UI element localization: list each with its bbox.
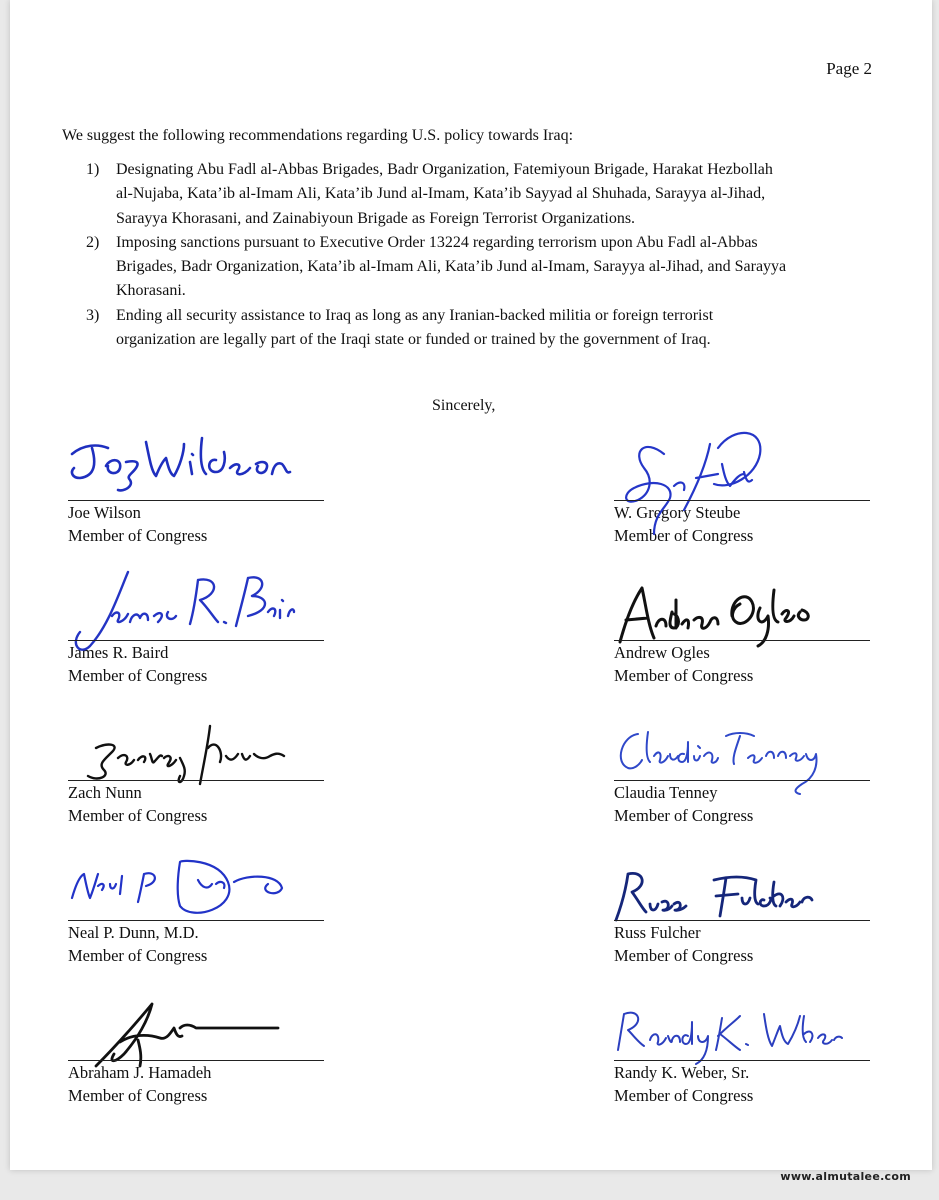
- closing-salutation: Sincerely,: [432, 397, 496, 414]
- signatory-name: Zach Nunn: [68, 783, 142, 802]
- signature-stroke: [72, 861, 282, 913]
- signatory-title: Member of Congress: [68, 665, 208, 685]
- signature-stroke: [620, 588, 808, 646]
- signatory-block: [68, 782, 328, 827]
- signatory-name: W. Gregory Steube: [614, 503, 741, 522]
- signatory-block: [68, 502, 328, 547]
- signatory-name: Randy K. Weber, Sr.: [614, 1063, 750, 1082]
- recommendations-list: [62, 158, 882, 352]
- signatory-name: Abraham J. Hamadeh: [68, 1063, 212, 1082]
- signature-line: [614, 1060, 870, 1061]
- recommendation-number: 3): [86, 306, 100, 324]
- signatory-block: [68, 922, 328, 967]
- recommendation-line: Sarayya Khorasani, and Zainabiyoun Brigade as Foreign Terrorist Organizations.: [116, 209, 636, 227]
- recommendation-item: [62, 158, 882, 231]
- letter-page: [10, 0, 932, 1170]
- recommendation-number: 2): [86, 233, 100, 251]
- signatory-title: Member of Congress: [614, 665, 754, 685]
- page-number: Page 2: [826, 59, 872, 78]
- signature-image: [66, 432, 296, 502]
- signatory-name: Joe Wilson: [68, 503, 141, 522]
- signatory-title: Member of Congress: [68, 805, 208, 825]
- signature-stroke: [76, 572, 294, 650]
- signatory-name: Claudia Tenney: [614, 783, 718, 802]
- signatory-block: [68, 642, 328, 687]
- signatory-title: Member of Congress: [614, 1085, 754, 1105]
- signatory-title: Member of Congress: [614, 525, 754, 545]
- site-watermark: www.almutalee.com: [780, 1170, 911, 1183]
- signature-line: [614, 500, 870, 501]
- recommendation-line: Designating Abu Fadl al-Abbas Brigades, Badr Organization, Fatemiyoun Brigade, Harakat Hezbollah: [116, 161, 773, 178]
- intro-paragraph: We suggest the following recommendations regarding U.S. policy towards Iraq:: [62, 127, 574, 144]
- signatory-title: Member of Congress: [68, 1085, 208, 1105]
- signature-line: [68, 1060, 324, 1061]
- signature-line: [68, 500, 324, 501]
- signatory-block: [614, 922, 874, 967]
- recommendation-line: Imposing sanctions pursuant to Executive Order 13224 regarding terrorism upon Abu Fadl al-Abbas: [116, 233, 758, 251]
- recommendation-item: [62, 304, 882, 353]
- signatory-block: [68, 1062, 328, 1107]
- signature-stroke: [618, 1013, 842, 1064]
- signature-line: [614, 640, 870, 641]
- signatory-title: Member of Congress: [68, 525, 208, 545]
- signatory-title: Member of Congress: [614, 805, 754, 825]
- recommendation-number: 1): [86, 161, 100, 178]
- signatory-name: James R. Baird: [68, 643, 169, 662]
- signature-line: [68, 780, 324, 781]
- signatory-block: [614, 502, 874, 547]
- signature-stroke: [72, 438, 290, 490]
- signature-stroke: [88, 726, 284, 784]
- signature-line: [614, 780, 870, 781]
- signatory-block: [614, 782, 874, 827]
- recommendation-line: organization are legally part of the Iraqi state or funded or trained by the government of Iraq.: [116, 331, 711, 349]
- signature-line: [68, 640, 324, 641]
- recommendation-line: Khorasani.: [116, 282, 186, 300]
- signature-line: [614, 920, 870, 921]
- signatory-block: [614, 642, 874, 687]
- signatory-name: Neal P. Dunn, M.D.: [68, 923, 199, 942]
- signatory-title: Member of Congress: [68, 945, 208, 965]
- signatory-block: [614, 1062, 874, 1107]
- signatory-title: Member of Congress: [614, 945, 754, 965]
- recommendation-line: Brigades, Badr Organization, Kata’ib al-Imam Ali, Kata’ib Jund al-Imam, Sarayya al-Jihad, and Sarayya: [116, 258, 787, 276]
- recommendation-line: al-Nujaba, Kata’ib al-Imam Ali, Kata’ib Jund al-Imam, Kata’ib Sayyad al Shuhada, Sarayya al-Jihad,: [116, 185, 766, 203]
- recommendation-item: [62, 231, 882, 304]
- signatory-name: Russ Fulcher: [614, 923, 701, 942]
- recommendation-line: Ending all security assistance to Iraq as long as any Iranian-backed militia or foreign terrorist: [116, 306, 714, 324]
- signature-stroke: [96, 1004, 278, 1066]
- signatory-name: Andrew Ogles: [614, 643, 710, 662]
- signature-stroke: [616, 873, 812, 920]
- signature-line: [68, 920, 324, 921]
